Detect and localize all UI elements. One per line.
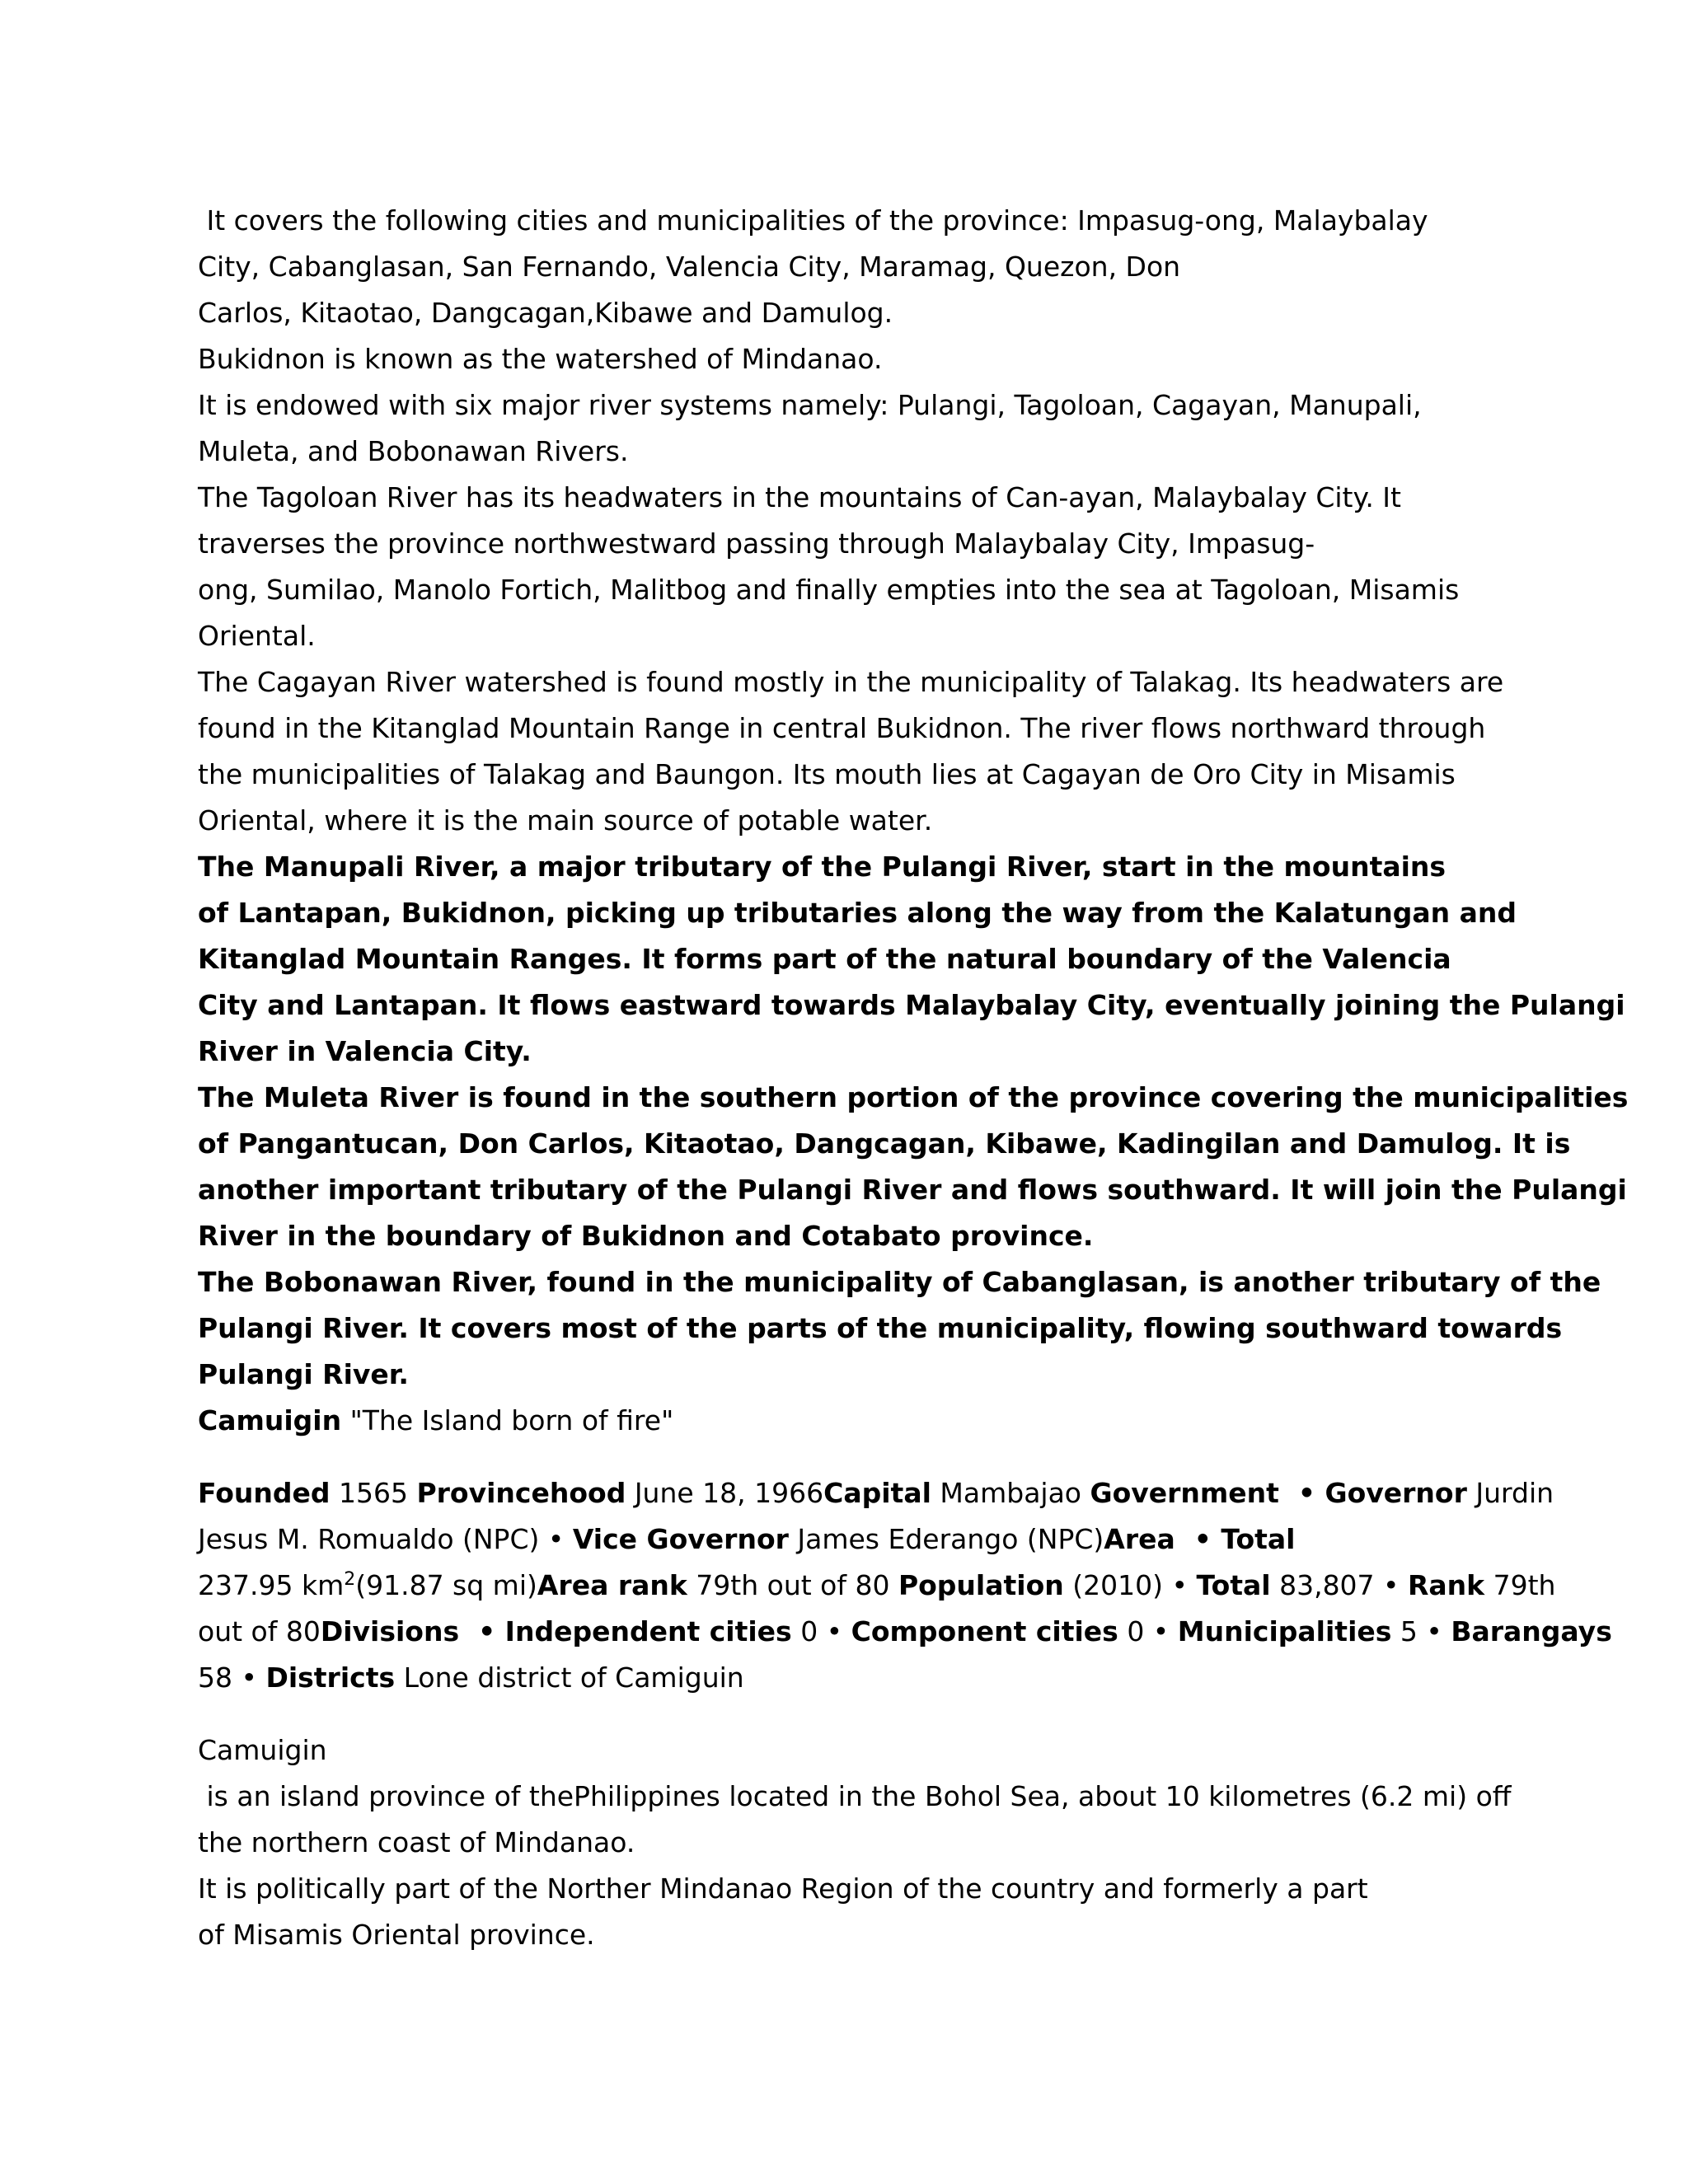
- bold-text-line: Pulangi River.: [198, 1358, 409, 1390]
- text-line: Oriental, where it is the main source of potable water.: [198, 804, 933, 837]
- text-line: found in the Kitanglad Mountain Range in central Bukidnon. The river flows northward through: [198, 712, 1486, 744]
- area-rank-label: Area rank: [537, 1569, 687, 1601]
- camiguin-name: Camuigin: [198, 1404, 342, 1436]
- provincehood-value: June 18, 1966: [626, 1477, 824, 1509]
- districts-value: Lone district of Camiguin: [395, 1661, 744, 1694]
- bold-text-line: City and Lantapan. It flows eastward towards Malaybalay City, eventually joining the Pulangi: [198, 989, 1625, 1021]
- text-line: It covers the following cities and municipalities of the province: Impasug-ong, Malaybalay: [198, 204, 1428, 237]
- population-total-value: 83,807 •: [1270, 1569, 1408, 1601]
- population-label: Population: [898, 1569, 1064, 1601]
- bold-text-line: The Manupali River, a major tributary of the Pulangi River, start in the mountains: [198, 851, 1447, 883]
- camiguin-tagline: "The Island born of fire": [341, 1404, 674, 1436]
- text-line: ong, Sumilao, Manolo Fortich, Malitbog and finally empties into the sea at Tagoloan, Misamis: [198, 574, 1460, 606]
- text-line: The Cagayan River watershed is found mostly in the municipality of Talakag. Its headwaters are: [198, 666, 1504, 698]
- closing-section: [198, 1727, 1512, 1958]
- capital-label: Capital: [823, 1477, 931, 1509]
- text-line: The Tagoloan River has its headwaters in the mountains of Can-ayan, Malaybalay City. It: [198, 481, 1401, 513]
- bold-text-line: The Bobonawan River, found in the municipality of Cabanglasan, is another tributary of the: [198, 1266, 1601, 1298]
- founded-value: 1565: [330, 1477, 417, 1509]
- rivers-bold-section: [198, 844, 1629, 1398]
- government-label: Government • Governor: [1090, 1477, 1467, 1509]
- population-rank-value: 79th: [1484, 1569, 1556, 1601]
- text-line: traverses the province northwestward passing through Malaybalay City, Impasug-: [198, 527, 1315, 560]
- barangays-value: 58 •: [198, 1661, 266, 1694]
- text-line: Oriental.: [198, 620, 316, 652]
- population-rank-label: Rank: [1408, 1569, 1485, 1601]
- text-line: the municipalities of Talakag and Baungon. Its mouth lies at Cagayan de Oro City in Misamis: [198, 758, 1456, 790]
- founded-label: Founded: [198, 1477, 331, 1509]
- bold-text-line: of Lantapan, Bukidnon, picking up tributaries along the way from the Kalatungan and: [198, 897, 1517, 929]
- area-rank-value: 79th out of 80: [687, 1569, 898, 1601]
- governor-value-cont: Jesus M. Romualdo (NPC) •: [198, 1523, 573, 1555]
- text-line: Camuigin: [198, 1734, 327, 1766]
- area-value: 237.95 km: [198, 1569, 345, 1601]
- provincehood-label: Provincehood: [416, 1477, 626, 1509]
- intro-section: [198, 198, 1504, 844]
- bold-text-line: The Muleta River is found in the southern portion of the province covering the municipalities: [198, 1081, 1629, 1113]
- spacer: [198, 1444, 1500, 1470]
- text-line: Muleta, and Bobonawan Rivers.: [198, 435, 629, 467]
- component-cities-label: Component cities: [851, 1615, 1118, 1647]
- bold-text-line: of Pangantucan, Don Carlos, Kitaotao, Dangcagan, Kibawe, Kadingilan and Damulog. It is: [198, 1127, 1571, 1160]
- vice-governor-label: Vice Governor: [572, 1523, 789, 1555]
- text-line: Bukidnon is known as the watershed of Mindanao.: [198, 343, 883, 375]
- text-line: Carlos, Kitaotao, Dangcagan,Kibawe and Damulog.: [198, 297, 893, 329]
- bold-text-line: River in the boundary of Bukidnon and Cotabato province.: [198, 1220, 1094, 1252]
- independent-cities-value: 0 •: [791, 1615, 851, 1647]
- area-unit-superscript: 2: [344, 1569, 356, 1590]
- area-value-sqmi: (91.87 sq mi): [355, 1569, 537, 1601]
- bold-text-line: Pulangi River. It covers most of the parts of the municipality, flowing southward towards: [198, 1312, 1563, 1344]
- infobox-line: [198, 1609, 1612, 1655]
- text-line: of Misamis Oriental province.: [198, 1919, 595, 1951]
- divisions-label: Divisions • Independent cities: [320, 1615, 792, 1647]
- districts-label: Districts: [265, 1661, 396, 1694]
- infobox-line: [198, 1655, 1500, 1701]
- camiguin-heading: [198, 1398, 1500, 1444]
- infobox-line: [198, 1516, 1500, 1563]
- text-line: is an island province of thePhilippines located in the Bohol Sea, about 10 kilometres (6.2 mi) off: [198, 1780, 1512, 1812]
- infobox-section: [198, 1470, 1612, 1701]
- area-label: Area • Total: [1104, 1523, 1296, 1555]
- text-line: It is politically part of the Norther Mindanao Region of the country and formerly a part: [198, 1872, 1368, 1905]
- bold-text-line: another important tributary of the Pulangi River and flows southward. It will join the Pulangi: [198, 1174, 1627, 1206]
- infobox-line: [198, 1563, 1556, 1609]
- infobox-line: [198, 1470, 1554, 1516]
- municipalities-label: Municipalities: [1177, 1615, 1392, 1647]
- document-page: [198, 198, 1629, 1958]
- text-line: It is endowed with six major river systems namely: Pulangi, Tagoloan, Cagayan, Manupali,: [198, 389, 1422, 421]
- text-line: the northern coast of Mindanao.: [198, 1826, 635, 1858]
- municipalities-value: 5 •: [1391, 1615, 1451, 1647]
- spacer: [198, 1701, 1500, 1727]
- governor-value: Jurdin: [1466, 1477, 1554, 1509]
- population-total-label: Total: [1196, 1569, 1271, 1601]
- text-line: City, Cabanglasan, San Fernando, Valencia City, Maramag, Quezon, Don: [198, 251, 1181, 283]
- population-year: (2010) •: [1063, 1569, 1197, 1601]
- vice-governor-value: James Ederango (NPC): [788, 1523, 1104, 1555]
- barangays-label: Barangays: [1451, 1615, 1612, 1647]
- bold-text-line: Kitanglad Mountain Ranges. It forms part of the natural boundary of the Valencia: [198, 943, 1451, 975]
- capital-value: Mambajao: [931, 1477, 1090, 1509]
- rank-value-cont: out of 80: [198, 1615, 321, 1647]
- bold-text-line: River in Valencia City.: [198, 1035, 532, 1067]
- component-cities-value: 0 •: [1118, 1615, 1178, 1647]
